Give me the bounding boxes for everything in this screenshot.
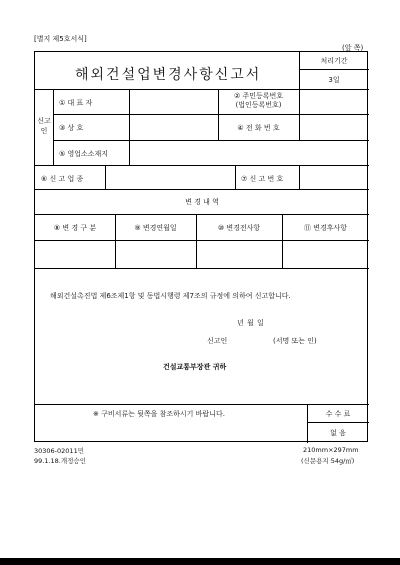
business-address-field[interactable] [130,141,368,164]
change-date-field[interactable] [116,241,195,267]
declaration-text: 해외건설촉진법 제6조제1항 및 동법시행령 제7조의 규정에 의하여 신고합니다. [50,292,291,300]
change-category-field[interactable] [36,241,114,267]
form-code: 30306-02011민 [34,447,84,455]
bottom-border [0,558,400,565]
report-form [34,51,368,442]
fee-label: 수 수 료 [325,410,351,418]
change-category-header: ⑧ 변 경 구 분 [53,224,97,232]
processing-period-value: 3일 [328,76,340,84]
report-no-field[interactable] [300,166,368,188]
approval-note: 99.1.18.개정승인 [34,457,86,465]
phone-field[interactable] [300,115,368,139]
resident-no-field[interactable] [300,90,368,113]
page-side-label: (앞 쪽) [342,44,364,52]
trade-name-field[interactable] [130,115,217,139]
trade-name-label: ③ 상 호 [59,124,84,132]
form-number: [별지 제5호서식] [34,35,87,43]
business-type-field[interactable] [106,166,234,188]
change-details-header: 변 경 내 역 [185,198,219,206]
signature-note: (서명 또는 인) [273,337,317,345]
business-address-label: ⑤ 영업소소재지 [59,150,109,158]
representative-label: ① 대 표 자 [59,99,93,107]
representative-field[interactable] [130,90,217,113]
fee-value: 없 음 [330,429,346,437]
signer-label: 신고인 [207,337,228,345]
paper-type: (신문용지 54g/㎡) [301,457,355,465]
date-line: 년 월 일 [237,319,264,327]
before-change-header: ⑩ 변경전사항 [217,224,261,232]
report-no-label: ⑦ 신 고 번 호 [241,175,284,183]
before-change-field[interactable] [197,241,281,267]
addressee: 건설교통부장관 귀하 [163,363,227,371]
applicant-label: 신고인 [37,117,51,135]
paper-size: 210mm×297mm [303,446,359,454]
change-date-header: ⑨ 변경연월일 [134,224,177,232]
processing-period-label: 처리기간 [320,57,348,65]
attachment-note: ※ 구비서류는 뒷쪽을 참조하시기 바랍니다. [93,410,225,418]
after-change-field[interactable] [283,241,368,267]
corporate-no-label: (법인등록번호) [235,101,282,109]
after-change-header: ⑪ 변경후사항 [303,224,348,232]
business-type-label: ⑥ 신 고 업 종 [41,175,84,183]
phone-label: ④ 전 화 번 호 [237,124,280,132]
form-title: 해외건설업변경사항신고서 [75,67,262,83]
resident-no-label: ② 주민등록번호 [233,92,284,100]
